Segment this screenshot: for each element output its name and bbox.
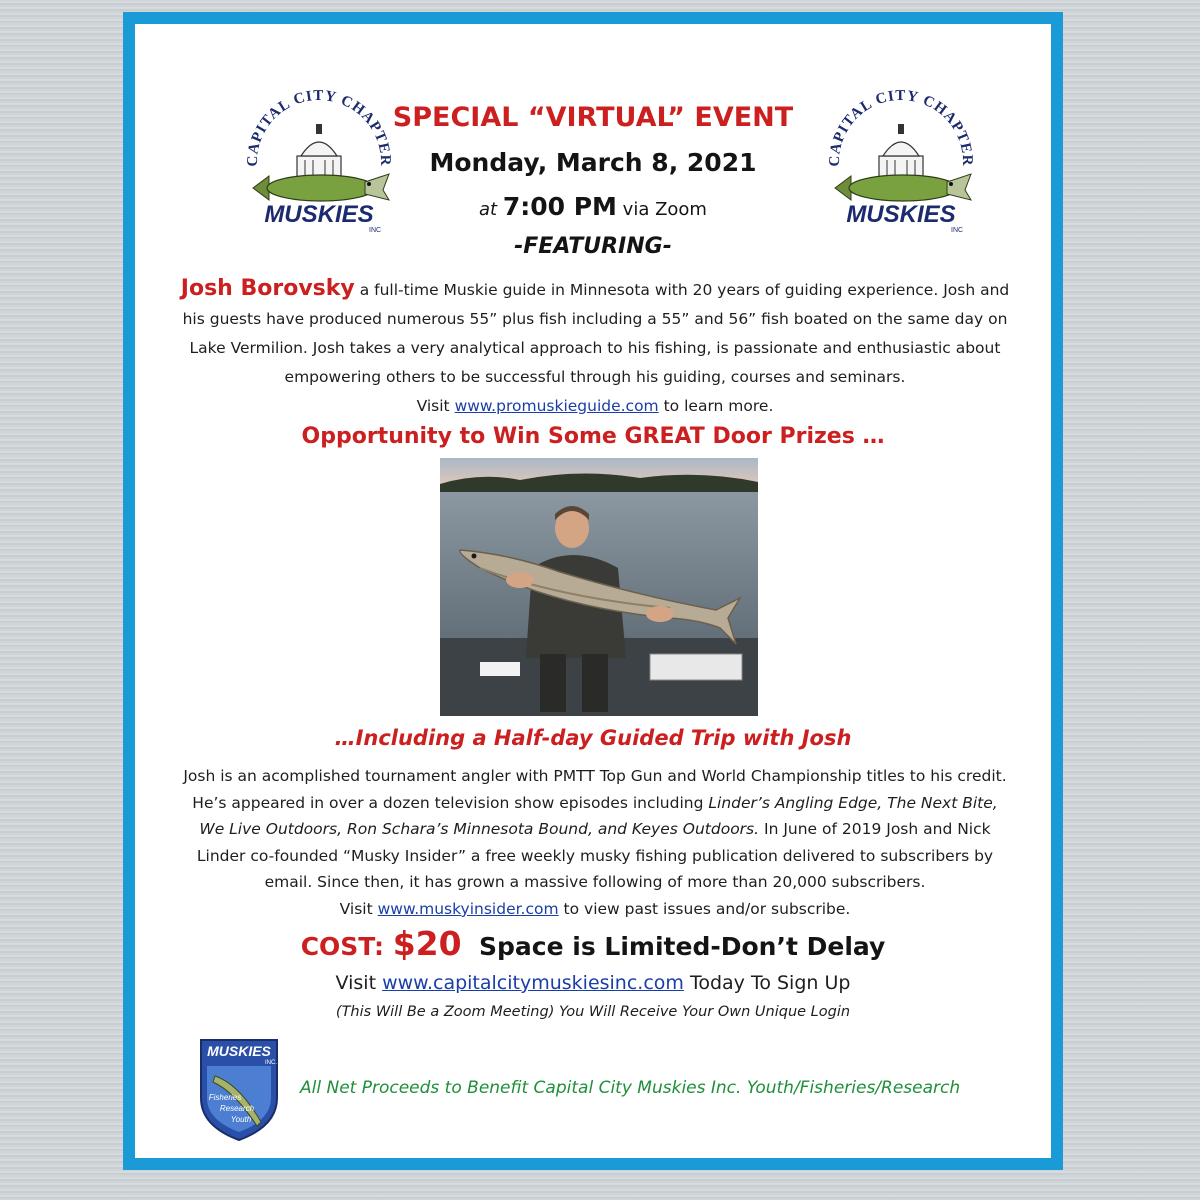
time-suffix: via Zoom: [622, 199, 707, 220]
credentials-text-b: In June of 2019 Josh and Nick Linder co-founded “Musky Insider” a free weekly musky fishing publication delivered to subscribers by email. Since then, it has grown a massive following of more than 20,000 subscribers.: [196, 820, 994, 892]
door-prizes-heading: Opportunity to Win Some GREAT Door Prizes …: [301, 424, 885, 449]
guided-trip-subheading: …Including a Half-day Guided Trip with Josh: [334, 726, 852, 750]
shows-list-a: Linder’s Angling Edge, The Next Bite,: [708, 793, 998, 812]
time-value: 7:00 PM: [502, 192, 617, 221]
cost-tagline: Space is Limited-Don’t Delay: [479, 932, 886, 961]
promuskieguide-link[interactable]: www.promuskieguide.com: [454, 397, 659, 415]
event-date: Monday, March 8, 2021: [429, 148, 757, 177]
credentials-text-a: Josh is an acomplished tournament angler with PMTT Top Gun and World Championship titles to his credit. He’s appeared in over a dozen television show episodes including: [183, 767, 1007, 812]
logo-arc-text: CAPITAL CITY CHAPTER: [244, 90, 394, 167]
time-prefix: at: [479, 199, 498, 220]
logo-brand: MUSKIES: [846, 201, 956, 228]
visit-suffix: to view past issues and/or subscribe.: [563, 899, 851, 918]
badge-line2: Research: [219, 1104, 255, 1113]
visit-prefix: Visit: [416, 397, 450, 415]
signup-suffix: Today To Sign Up: [689, 972, 851, 994]
event-title: SPECIAL “VIRTUAL” EVENT: [392, 102, 794, 133]
guide-bio: [175, 274, 1015, 421]
guide-name: Josh Borovsky: [180, 276, 355, 301]
logo-brand: MUSKIES: [264, 201, 374, 228]
event-flyer: [123, 12, 1063, 1170]
logo-inc: INC: [369, 227, 382, 234]
guide-muskie-photo: [440, 458, 758, 716]
cost-price: $20: [392, 924, 462, 963]
shows-list-b: We Live Outdoors, Ron Schara’s Minnesota Bound, and Keyes Outdoors.: [199, 820, 760, 839]
logo-inc: INC: [951, 227, 964, 234]
signup-line: [135, 972, 1051, 994]
guide-credentials: [175, 763, 1015, 923]
visit-suffix: to learn more.: [663, 397, 774, 415]
muskies-shield-icon: [195, 1036, 283, 1142]
signup-link[interactable]: www.capitalcitymuskiesinc.com: [382, 972, 684, 994]
badge-brand: MUSKIES: [207, 1043, 271, 1059]
muskyinsider-link[interactable]: www.muskyinsider.com: [377, 899, 559, 918]
badge-line1: Fisheries: [208, 1093, 242, 1102]
featuring-label: -FEATURING-: [514, 234, 672, 259]
event-time: [135, 192, 1051, 221]
proceeds-note: All Net Proceeds to Benefit Capital City Muskies Inc. Youth/Fisheries/Research: [300, 1078, 961, 1098]
signup-prefix: Visit: [335, 972, 377, 994]
zoom-note: (This Will Be a Zoom Meeting) You Will Receive Your Own Unique Login: [335, 1004, 851, 1020]
badge-line3: Youth: [230, 1115, 252, 1124]
guide-bio-text: a full-time Muskie guide in Minnesota with 20 years of guiding experience. Josh and his guests have produced numerous 55” plus fish including a 55” and 56” fish boated on the same day on Lake Vermilion. Josh takes a very analytical approach to his fishing, is passionate and enthusiastic about empowering others to be successful through his guiding, courses and seminars.: [182, 281, 1010, 386]
cost-label: COST:: [300, 932, 384, 961]
badge-inc: INC.: [265, 1060, 277, 1066]
logo-arc-text: CAPITAL CITY CHAPTER: [826, 90, 976, 167]
cost-line: [135, 924, 1051, 963]
visit-prefix: Visit: [339, 899, 373, 918]
